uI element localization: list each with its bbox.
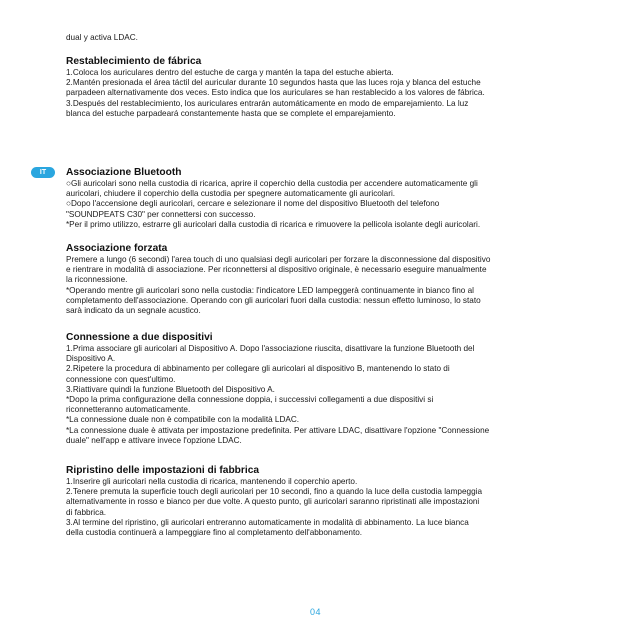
language-badge: IT [31, 167, 55, 178]
section-restablecimiento [66, 56, 596, 119]
text-line: della custodia continuerà a lampeggiare fino al completamento dell'abbonamento. [66, 528, 363, 538]
section-connessione-due-dispositivi [66, 332, 596, 446]
text-line: *Operando mentre gli auricolari sono nella custodia: l'indicatore LED lampeggerà continuamente in bianco fino al [66, 285, 474, 295]
text-line: *La connessione duale non è compatibile con la modalità LDAC. [66, 415, 300, 425]
text-line: ○Dopo l'accensione degli auricolari, cercare e selezionare il nome del dispositivo Bluetooth del telefono [66, 199, 440, 209]
text-line: 2.Ripetere la procedura di abbinamento per collegare gli auricolari al dispositivo B, mantenendo lo stato di [66, 364, 450, 374]
text-line: *Per il primo utilizzo, estrarre gli auricolari dalla custodia di ricarica e rimuovere la pellicola isolante degli auricolari. [66, 219, 481, 229]
section-title: Associazione forzata [66, 243, 168, 254]
text-line: Dispositivo A. [66, 354, 116, 364]
text-line: 1.Prima associare gli auricolari al Dispositivo A. Dopo l'associazione riuscita, disattivare la funzione Bluetooth del [66, 344, 475, 353]
section-title: Associazione Bluetooth [66, 167, 182, 178]
section-title: Ripristino delle impostazioni di fabbrica [66, 465, 260, 476]
text-line: 2.Mantén presionada el área táctil del auricular durante 10 segundos hasta que las luces roja y blanca del estuche [66, 78, 481, 88]
text-line: di fabbrica. [66, 507, 107, 517]
section-associazione-bluetooth [66, 167, 596, 230]
text-line: auricolari, chiudere il coperchio della custodia per spegnere automaticamente gli auricolari. [66, 189, 396, 199]
intro-line: dual y activa LDAC. [66, 33, 138, 42]
section-title: Restablecimiento de fábrica [66, 56, 202, 67]
text-line: *La connessione duale è attivata per impostazione predefinita. Per attivare LDAC, disattivare l'opzione "Connessione [66, 425, 490, 435]
section-body [66, 477, 596, 538]
text-line: 1.Coloca los auriculares dentro del estuche de carga y mantén la tapa del estuche abierta. [66, 68, 394, 77]
text-line: parpadeen alternativamente dos veces. Esto indica que los auriculares se han restablecido a los valores de fábrica. [66, 88, 485, 98]
text-line: sarà indicato da un segnale acustico. [66, 306, 201, 316]
section-ripristino [66, 465, 596, 538]
text-line: riconnetteranno automaticamente. [66, 405, 191, 415]
text-line: 3.Al termine del ripristino, gli auricolari entreranno automaticamente in modalità di abbinamento. La luce bianca [66, 517, 469, 527]
text-line: duale" nell'app e attivare invece l'opzione LDAC. [66, 435, 242, 445]
text-line: 1.Inserire gli auricolari nella custodia di ricarica, mantenendo il coperchio aperto. [66, 477, 358, 486]
section-body [66, 179, 596, 230]
section-title: Connessione a due dispositivi [66, 332, 213, 343]
text-line: completamento dell'associazione. Operando con gli auricolari fuori dalla custodia: nessun effetto luminoso, lo stato [66, 295, 481, 305]
section-body [66, 344, 596, 446]
page-number: 04 [309, 607, 321, 617]
text-line: alternativamente in rosso e bianco per due volte. A questo punto, gli auricolari saranno ripristinati alle impostazioni [66, 497, 480, 507]
text-line: 3.Riattivare quindi la funzione Bluetooth del Dispositivo A. [66, 384, 275, 394]
section-body [66, 68, 596, 119]
text-line: *Dopo la prima configurazione della connessione doppia, i successivi collegamenti a due dispositivi si [66, 395, 434, 405]
section-body [66, 255, 596, 316]
text-line: Premere a lungo (6 secondi) l'area touch di uno qualsiasi degli auricolari per forzare la disconnessione dal dispositivo [66, 255, 491, 264]
text-line: blanca del estuche parpadeará constantemente hasta que se complete el emparejamiento. [66, 108, 396, 118]
section-associazione-forzata [66, 243, 596, 316]
text-line: ○Gli auricolari sono nella custodia di ricarica, aprire il coperchio della custodia per accendere automaticamente gli [66, 179, 478, 188]
text-line: la riconnessione. [66, 275, 128, 285]
text-line: "SOUNDPEATS C30" per connettersi con successo. [66, 209, 256, 219]
text-line: 3.Después del restablecimiento, los auriculares entrarán automáticamente en modo de emparejamiento. La luz [66, 98, 469, 108]
text-line: e rientrare in modalità di associazione. Per riconnettersi al dispositivo originale, è necessario eseguire manualmente [66, 265, 487, 275]
text-line: 2.Tenere premuta la superficie touch degli auricolari per 10 secondi, fino a quando la luce della custodia lampeggia [66, 487, 483, 497]
text-line: connessione con quest'ultimo. [66, 374, 176, 384]
